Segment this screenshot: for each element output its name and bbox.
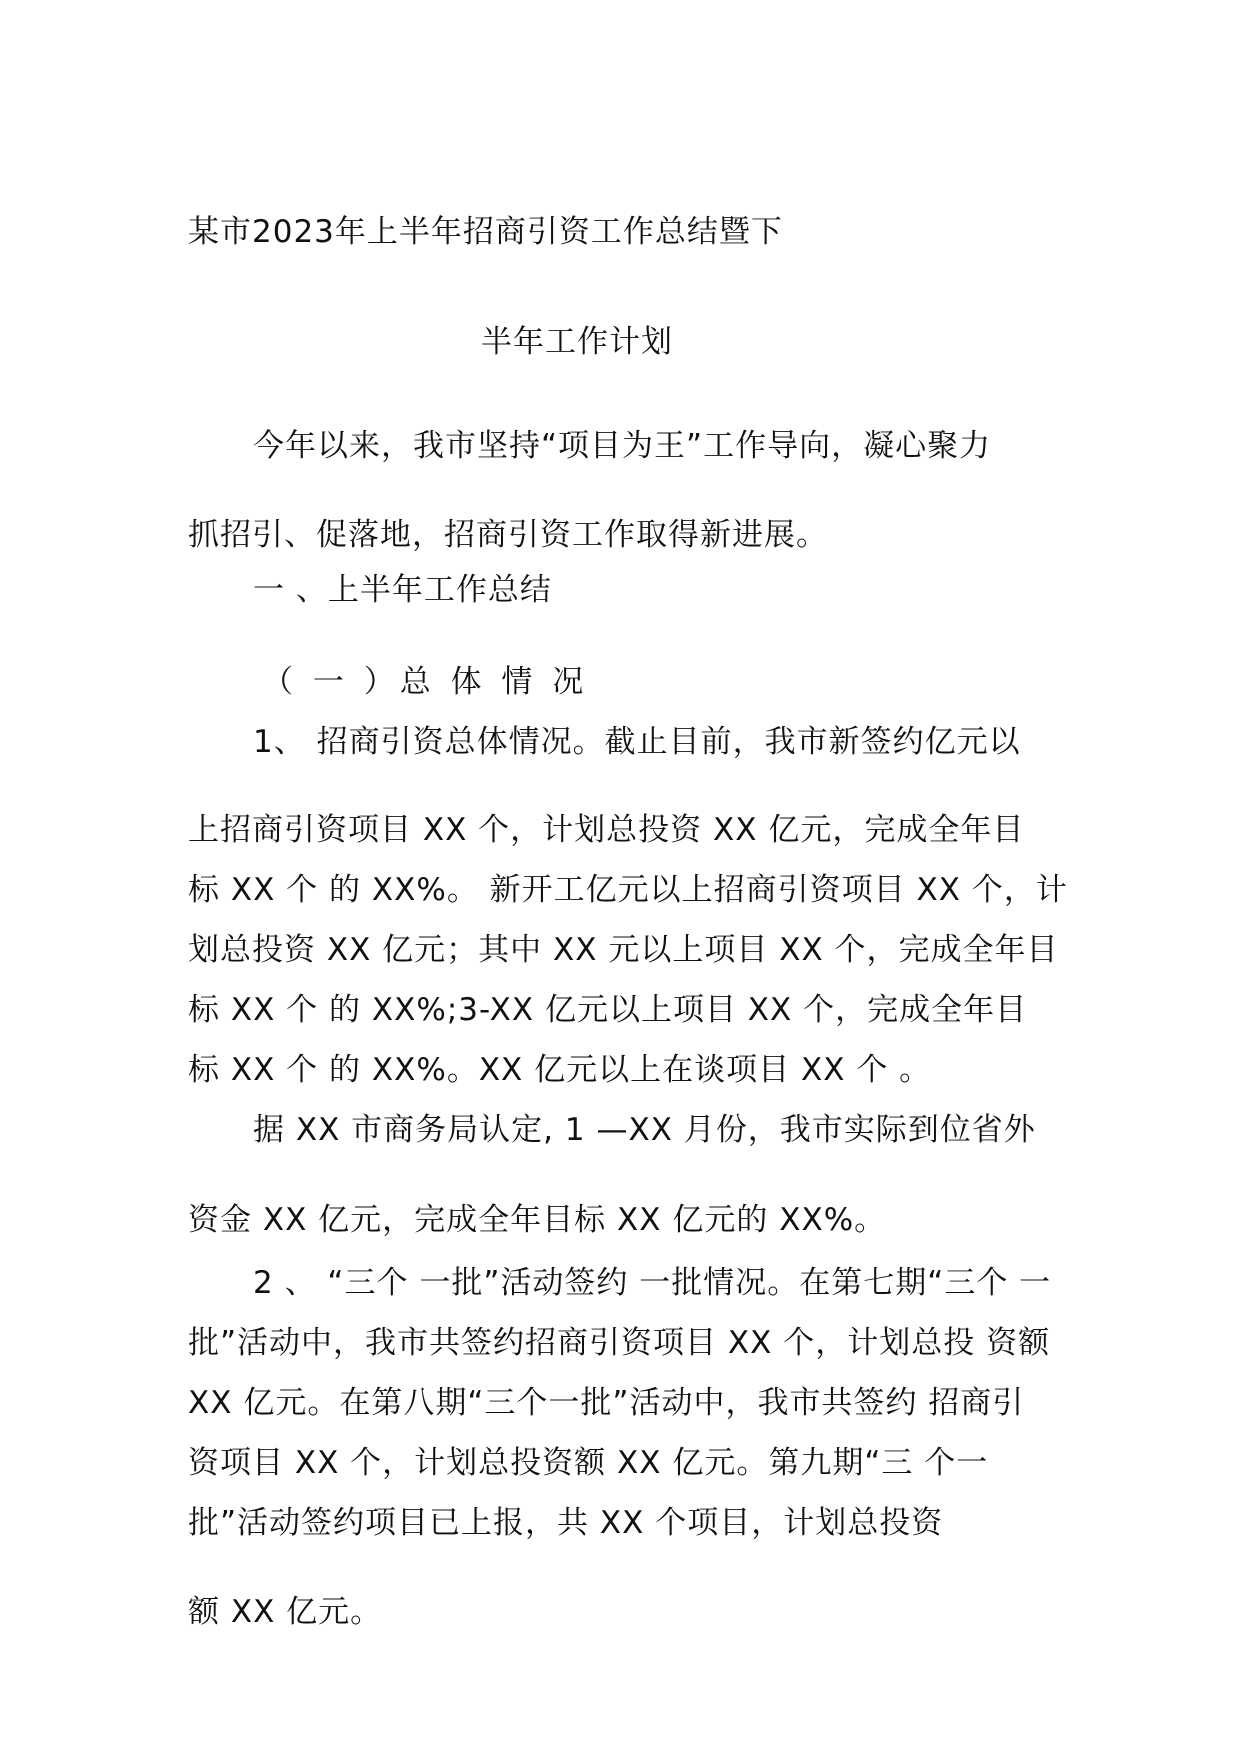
document-title-line-2: 半年工作计划	[481, 324, 673, 360]
paragraph-3-line-4: 资项目 XX 个，计划总投资额 XX 亿元。第九期“三 个一	[188, 1445, 989, 1481]
paragraph-3-line-6: 额 XX 亿元。	[188, 1594, 383, 1630]
intro-paragraph-line-1: 今年以来，我市坚持“项目为王”工作导向，凝心聚力	[253, 428, 992, 464]
paragraph-1-line-4: 划总投资 XX 亿元；其中 XX 元以上项目 XX 个，完成全年目	[188, 932, 1059, 968]
paragraph-1-line-1: 1、 招商引资总体情况。截止目前，我市新签约亿元以	[253, 724, 1021, 760]
paragraph-3-line-2: 批”活动中，我市共签约招商引资项目 XX 个，计划总投 资额	[188, 1325, 1051, 1361]
subsection-heading-1: （ 一 ）总 体 情 况	[262, 664, 589, 700]
paragraph-3-line-3: XX 亿元。在第八期“三个一批”活动中，我市共签约 招商引	[188, 1385, 1025, 1421]
paragraph-1-line-5: 标 XX 个 的 XX%;3-XX 亿元以上项目 XX 个，完成全年目	[188, 992, 1028, 1028]
paragraph-3-line-5: 批”活动签约项目已上报，共 XX 个项目，计划总投资	[188, 1505, 944, 1541]
paragraph-1-line-2: 上招商引资项目 XX 个，计划总投资 XX 亿元，完成全年目	[188, 812, 1025, 848]
paragraph-1-line-6: 标 XX 个 的 XX%。XX 亿元以上在谈项目 XX 个 。	[188, 1052, 932, 1088]
paragraph-1-line-3: 标 XX 个 的 XX%。 新开工亿元以上招商引资项目 XX 个，计	[188, 872, 1068, 908]
paragraph-3-line-1: 2 、 “三个 一批”活动签约 一批情况。在第七期“三个 一	[253, 1265, 1052, 1301]
paragraph-2-line-2: 资金 XX 亿元，完成全年目标 XX 亿元的 XX%。	[188, 1202, 887, 1238]
section-heading-1: 一 、上半年工作总结	[253, 572, 552, 608]
intro-paragraph-line-2: 抓招引、促落地，招商引资工作取得新进展。	[188, 517, 828, 553]
document-title-line-1: 某市2023年上半年招商引资工作总结暨下	[188, 214, 783, 250]
paragraph-2-line-1: 据 XX 市商务局认定, 1 —XX 月份，我市实际到位省外	[253, 1112, 1036, 1148]
